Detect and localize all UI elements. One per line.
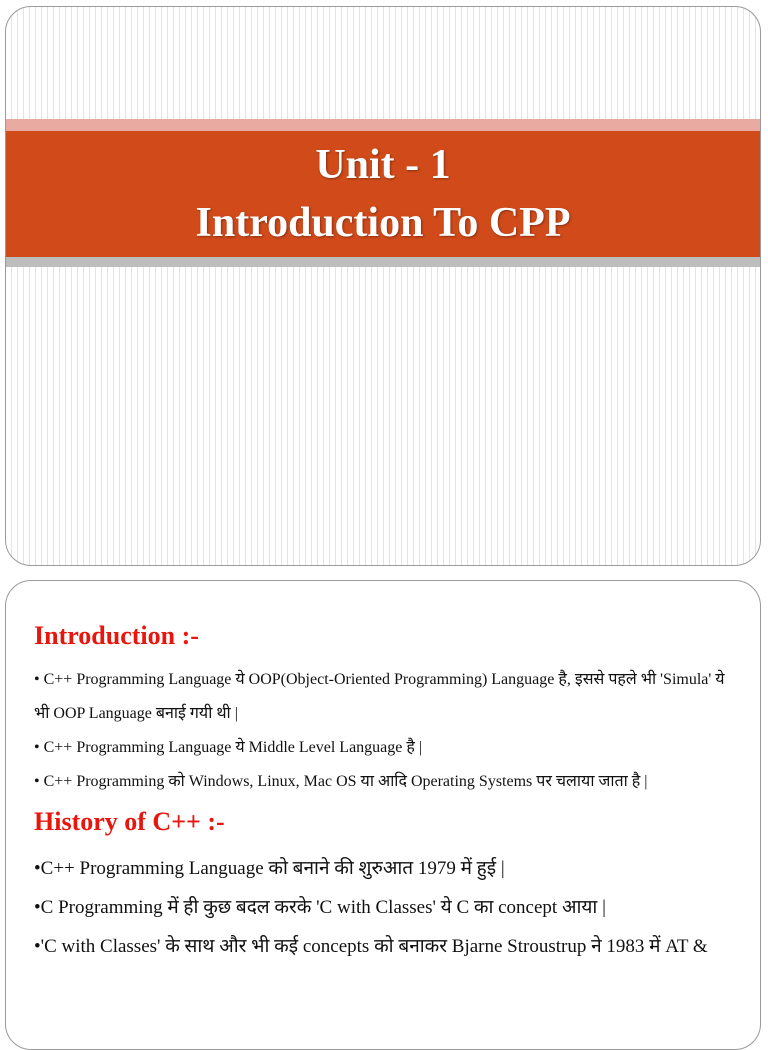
content-slide — [5, 580, 761, 1050]
intro-point-3: • C++ Programming को Windows, Linux, Mac OS या आदि Operating Systems पर चलाया जाता है | — [34, 773, 648, 790]
title-topic: Introduction To CPP — [195, 200, 571, 246]
title-top-band — [6, 119, 760, 131]
history-point-2: •C Programming में ही कुछ बदल करके 'C with Classes' ये C का concept आया | — [34, 897, 606, 918]
introduction-heading: Introduction :- — [34, 621, 199, 650]
history-point-1: •C++ Programming Language को बनाने की शुरुआत 1979 में हुई | — [34, 858, 505, 879]
history-heading: History of C++ :- — [34, 807, 225, 836]
intro-point-1: • C++ Programming Language ये OOP(Object-Oriented Programming) Language है, इससे पहले भी 'Simula' ये भी OOP Language बनाई गयी थी | — [34, 671, 725, 722]
history-point-3: •'C with Classes' के साथ और भी कई concepts को बनाकर Bjarne Stroustrup ने 1983 में AT & — [34, 936, 708, 957]
title-slide — [5, 6, 761, 566]
intro-point-2: • C++ Programming Language ये Middle Level Language है | — [34, 739, 423, 756]
title-unit: Unit - 1 — [315, 142, 451, 188]
title-band — [6, 131, 760, 257]
title-bottom-band — [6, 257, 760, 267]
